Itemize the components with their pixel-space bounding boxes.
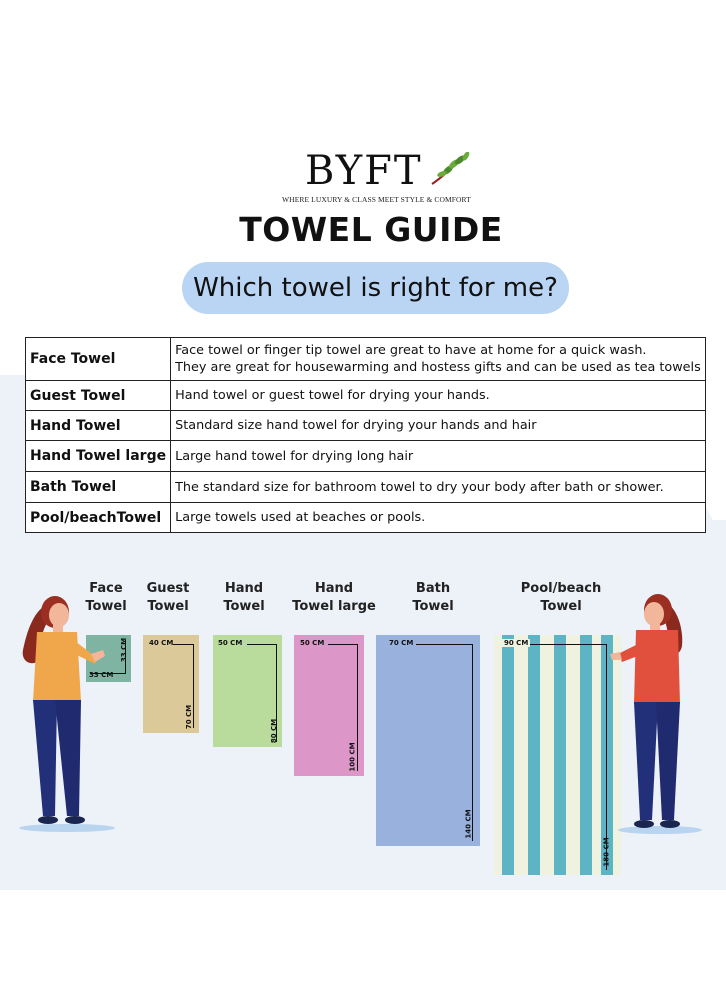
towel-label-line: Towel [147, 599, 189, 614]
brand-tagline: WHERE LUXURY & CLASS MEET STYLE & COMFORT [282, 195, 471, 204]
dimension-line [247, 644, 276, 645]
towel-label-hand-large [292, 580, 376, 616]
pool-width-label: 90 CM [504, 639, 529, 647]
towel-label-hand [218, 580, 270, 616]
towel-label-line: Bath [415, 581, 451, 596]
towel-stripe [580, 635, 592, 875]
row-description: Hand towel or guest towel for drying your hands. [171, 381, 706, 411]
dimension-line [173, 644, 193, 645]
description-line: They are great for housewarming and hostess gifts and can be used as tea towels [175, 360, 701, 375]
row-description: The standard size for bathroom towel to dry your body after bath or shower. [171, 472, 706, 503]
dimension-line [416, 644, 472, 645]
towel-label-pool [516, 580, 606, 616]
row-description [171, 338, 706, 381]
row-description: Standard size hand towel for drying your hands and hair [171, 411, 706, 441]
table-row [26, 503, 706, 533]
towel-label-line: Hand [224, 581, 264, 596]
towel-label-line: Guest [146, 581, 190, 596]
towel-label-line: Pool/beach [520, 581, 602, 596]
face-width-label: 33 CM [89, 671, 114, 679]
towel-stripe [554, 635, 566, 875]
towel-label-line: Hand [314, 581, 354, 596]
row-name: Hand Towel large [26, 441, 171, 472]
towel-label-line: Towel [223, 599, 265, 614]
description-line: Face towel or finger tip towel are great to have at home for a quick wash. [175, 343, 647, 358]
row-description: Large hand towel for drying long hair [171, 441, 706, 472]
bath-height-label: 140 CM [464, 809, 473, 839]
face-height-label: 33 CM [120, 637, 129, 663]
page-title: TOWEL GUIDE [239, 210, 503, 249]
towel-label-bath [405, 580, 461, 616]
row-description: Large towels used at beaches or pools. [171, 503, 706, 533]
row-name: Bath Towel [26, 472, 171, 503]
bath-width-label: 70 CM [389, 639, 414, 647]
guest-width-label: 40 CM [149, 639, 174, 647]
towel-label-line: Towel [85, 599, 127, 614]
woman-holding-towel-icon [15, 590, 125, 840]
table-row [26, 411, 706, 441]
dimension-line [524, 644, 606, 645]
hand-large-height-label: 100 CM [348, 742, 357, 772]
towel-guide-table [25, 337, 706, 533]
towel-label-line: Towel large [292, 599, 376, 614]
table-row [26, 441, 706, 472]
hand-height-label: 80 CM [270, 718, 279, 744]
table-row [26, 472, 706, 503]
leaf-icon [428, 152, 476, 188]
subtitle-pill: Which towel is right for me? [182, 262, 569, 314]
table-row [26, 381, 706, 411]
towel-label-line: Face [89, 581, 123, 596]
row-name: Hand Towel [26, 411, 171, 441]
row-name: Guest Towel [26, 381, 171, 411]
towel-label-line: Towel [412, 599, 454, 614]
hand-large-width-label: 50 CM [300, 639, 325, 647]
dimension-line [357, 644, 358, 771]
table-row [26, 338, 706, 381]
towel-label-line: Towel [540, 599, 582, 614]
pool-height-label: 180 CM [602, 837, 611, 867]
dimension-line [606, 644, 607, 870]
guest-height-label: 70 CM [185, 704, 194, 730]
row-name: Face Towel [26, 338, 171, 381]
towel-stripe [502, 635, 514, 875]
row-name: Pool/beachTowel [26, 503, 171, 533]
towel-label-guest [142, 580, 194, 616]
brand-logo: BYFT [305, 148, 423, 194]
towel-stripe [528, 635, 540, 875]
hand-width-label: 50 CM [218, 639, 243, 647]
dimension-line [328, 644, 357, 645]
dimension-line [193, 644, 194, 728]
woman-pointing-icon [608, 588, 718, 838]
